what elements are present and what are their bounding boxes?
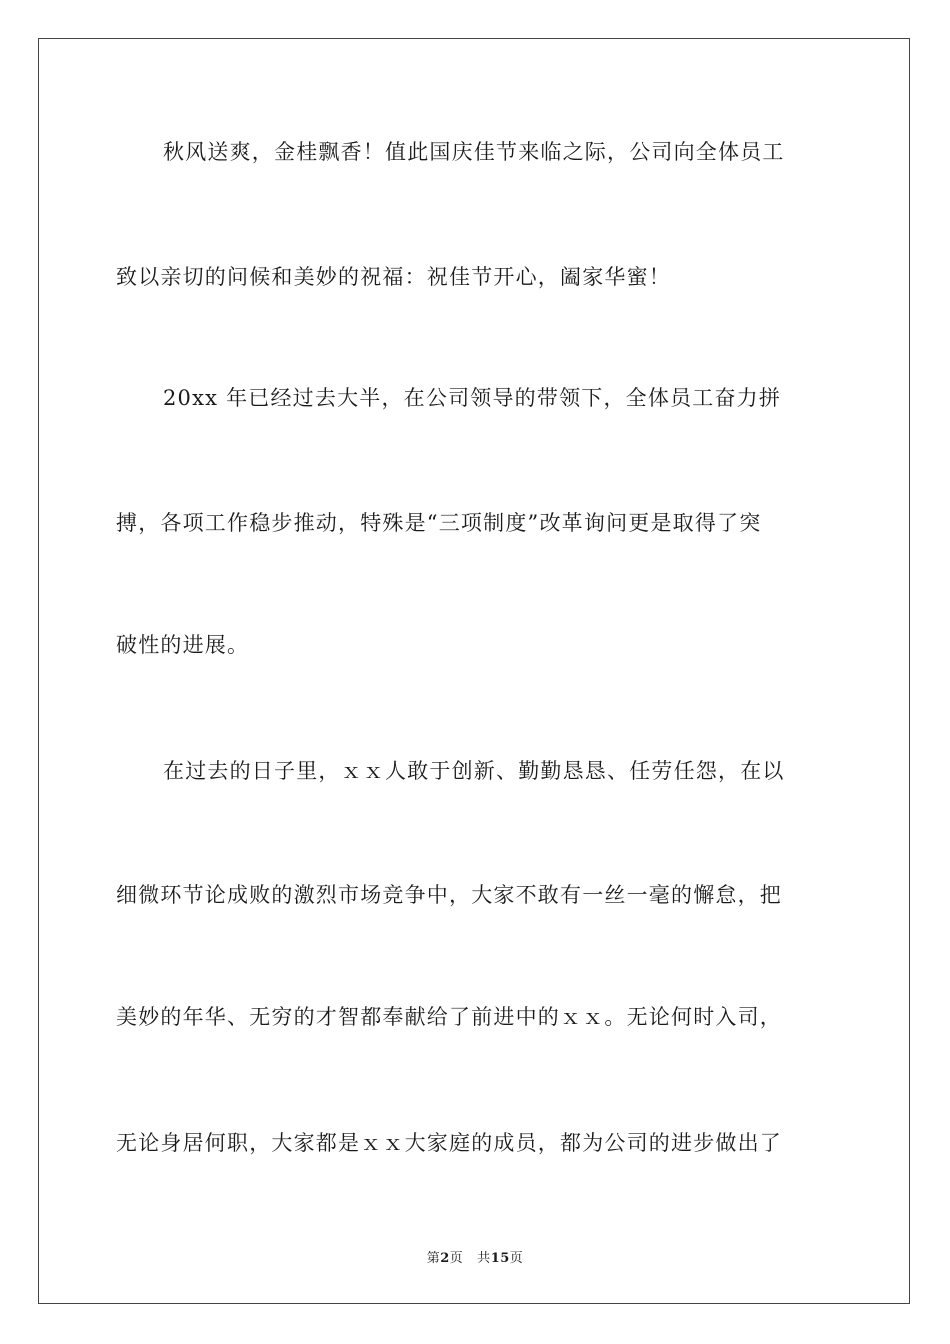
paragraph-3-line-1: 在过去的日子里，ｘｘ人敢于创新、勤勤恳恳、任劳任怨，在以 [163, 759, 785, 783]
paragraph-3-line-3: 美妙的年华、无穷的才智都奉献给了前进中的ｘｘ。无论何时入司， [116, 1005, 782, 1029]
page-border [38, 38, 910, 1304]
page-footer [0, 1247, 950, 1266]
page-prefix: 第 [426, 1251, 441, 1266]
paragraph-2-line-1: 20xx 年已经过去大半，在公司领导的带领下，全体员工奋力拼 [163, 386, 782, 410]
page-suffix: 页 [449, 1251, 464, 1266]
paragraph-2-line-3: 破性的进展。 [116, 633, 250, 657]
paragraph-1-line-2: 致以亲切的问候和美妙的祝福：祝佳节开心，阖家华蜜！ [116, 265, 671, 289]
paragraph-2-line-2: 搏，各项工作稳步推动，特殊是“三项制度”改革询问更是取得了突 [116, 511, 762, 535]
total-prefix: 共 [477, 1251, 491, 1266]
page-number: 2 [440, 1251, 450, 1266]
paragraph-3-line-4: 无论身居何职，大家都是ｘｘ大家庭的成员，都为公司的进步做出了 [116, 1131, 782, 1155]
paragraph-3-line-2: 细微环节论成败的激烈市场竞争中，大家不敢有一丝一毫的懈怠，把 [116, 883, 782, 907]
total-suffix: 页 [509, 1251, 524, 1266]
total-pages: 15 [490, 1251, 510, 1266]
paragraph-1-line-1: 秋风送爽，金桂飘香！值此国庆佳节来临之际，公司向全体员工 [163, 140, 785, 164]
